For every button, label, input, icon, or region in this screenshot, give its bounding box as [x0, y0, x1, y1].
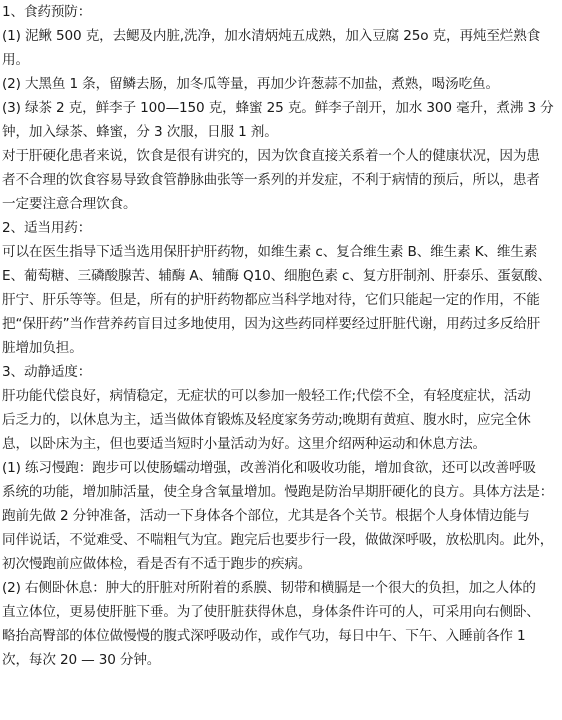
text-line: 跑前先做 2 分钟准备，活动一下身体各个部位，尤其是各个关节。根据个人身体情边能与 — [2, 508, 530, 524]
section-heading-diet: 1、食药预防： — [2, 4, 92, 20]
text-line: (1) 泥鳅 500 克，去鳃及内脏,洗净，加水清炳炖五成熟，加入豆腐 25o 克，再炖至烂熟食 — [2, 28, 541, 44]
text-line: (2) 大黑鱼 1 条，留鳞去肠，加冬瓜等量，再加少许葱蒜不加盐，煮熟，喝汤吃鱼。 — [2, 76, 499, 92]
text-line: E、葡萄糖、三磷酸腺苦、辅酶 A、辅酶 Q10、细胞色素 c、复方肝制剂、肝泰乐、蛋氨酸、 — [2, 268, 551, 284]
text-line: 息，以卧床为主，但也要适当短时小量活动为好。这里介绍两种运动和休息方法。 — [2, 436, 486, 452]
text-line: 把“保肝药”当作营养药盲目过多地使用，因为这些药同样要经过肝脏代谢，用药过多反给肝 — [2, 316, 541, 332]
text-line: (3) 绿茶 2 克，鲜李子 100—150 克，蜂蜜 25 克。鲜李子剖开，加水 300 毫升，煮沸 3 分 — [2, 100, 554, 116]
section-heading-activity: 3、动静适度： — [2, 364, 92, 380]
text-line: 肝功能代偿良好，病情稳定，无症状的可以参加一般轻工作;代偿不全，有轻度症状，活动 — [2, 388, 531, 404]
text-line: 用。 — [2, 52, 29, 68]
section-heading-medication: 2、适当用药： — [2, 220, 92, 236]
text-line: 可以在医生指导下适当选用保肝护肝药物，如维生素 c、复合维生素 B、维生素 K、维生素 — [2, 244, 538, 260]
text-line: 脏增加负担。 — [2, 340, 83, 356]
article-text-block — [2, 0, 558, 672]
text-line: 次，每次 20 — 30 分钟。 — [2, 652, 161, 668]
text-line: 肝宁、肝乐等等。但是，所有的护肝药物都应当科学地对待，它们只能起一定的作用，不能 — [2, 292, 540, 308]
text-line: 系统的功能，增加肺活量，使全身含氧量增加。慢跑是防治早期肝硬化的良方。具体方法是： — [2, 484, 554, 500]
text-line: 一定要注意合理饮食。 — [2, 196, 137, 212]
text-line: 初次慢跑前应做体检，看是否有不适于跑步的疾病。 — [2, 556, 312, 572]
text-line: 同伴说话，不觉难受、不喘粗气为宜。跑完后也要步行一段，做做深呼吸，放松肌肉。此外， — [2, 532, 554, 548]
text-line: 者不合理的饮食容易导致食管静脉曲张等一系列的并发症，不利于病情的预后，所以，患者 — [2, 172, 540, 188]
text-line: (1) 练习慢跑：跑步可以使肠蠕动增强，改善消化和吸收功能，增加食欲，还可以改善呼吸 — [2, 460, 536, 476]
text-line: 直立体位，更易使肝脏下垂。为了使肝脏获得休息，身体条件许可的人，可采用向右侧卧、 — [2, 604, 540, 620]
text-line: (2) 右侧卧休息：肿大的肝脏对所附着的系膜、韧带和横膈是一个很大的负担，加之人体的 — [2, 580, 536, 596]
text-line: 钟，加入绿茶、蜂蜜，分 3 次服，日服 1 剂。 — [2, 124, 278, 140]
text-line: 对于肝硬化患者来说，饮食是很有讲究的，因为饮食直接关系着一个人的健康状况，因为患 — [2, 148, 540, 164]
text-line: 后乏力的，以休息为主，适当做体育锻炼及轻度家务劳动;晚期有黄疸、腹水时，应完全休 — [2, 412, 531, 428]
text-line: 略抬高臀部的体位做慢慢的腹式深呼吸动作，或作气功，每日中午、下午、入睡前各作 1 — [2, 628, 526, 644]
